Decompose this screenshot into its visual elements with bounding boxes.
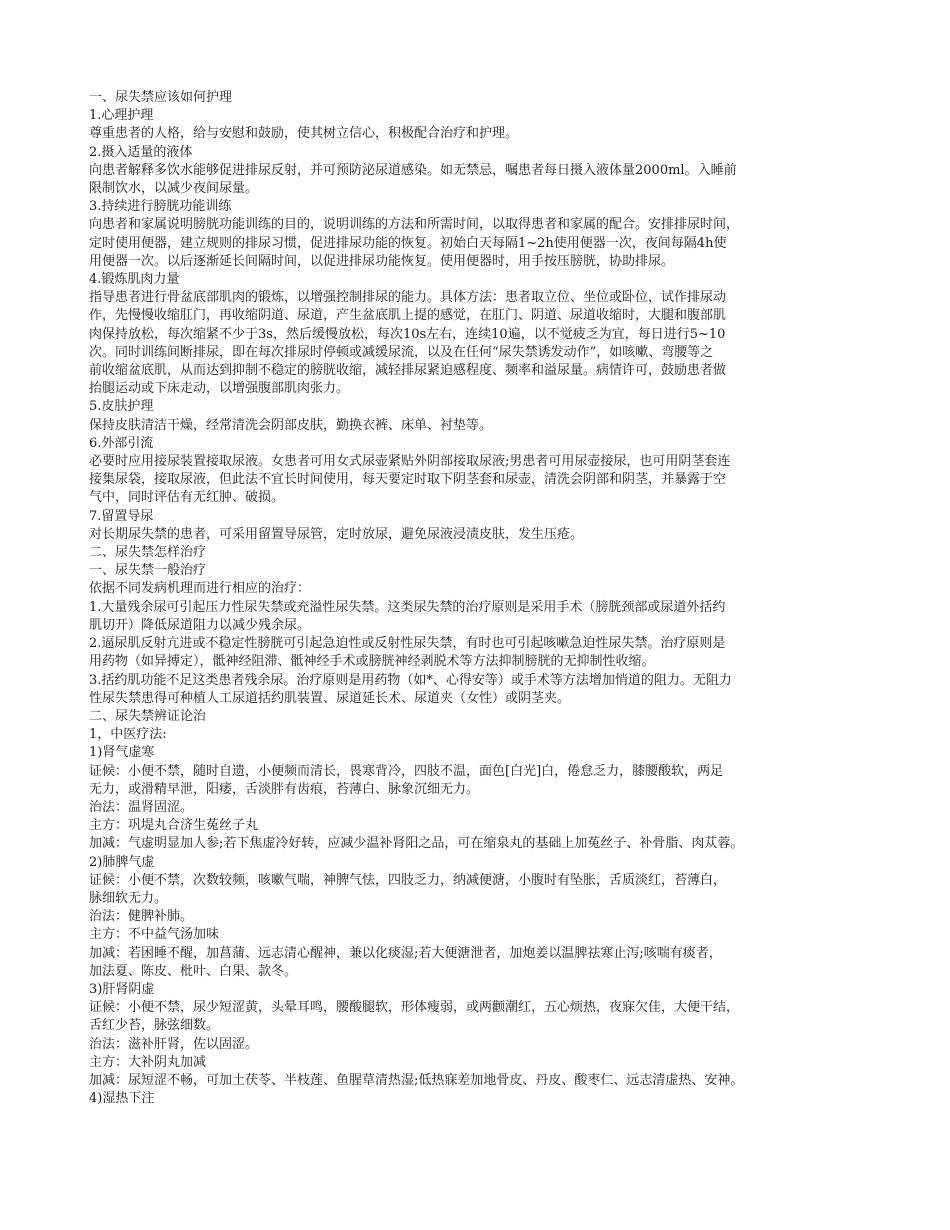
subheading-fluid-intake: 2.摄入适量的液体: [89, 144, 193, 160]
paragraph-line: 抬腿运动或下床走动，以增强腹部肌肉张力。: [89, 381, 350, 397]
paragraph-line: 依据不同发病机理而进行相应的治疗：: [89, 581, 311, 597]
subheading-bladder-training: 3.持续进行膀胱功能训练: [89, 199, 232, 215]
paragraph-line: 治法：滋补肝肾，佐以固涩。: [89, 1036, 259, 1052]
paragraph-line: 加法夏、陈皮、枇叶、白果、款冬。: [89, 963, 298, 979]
heading-general-treatment: 一、尿失禁一般治疗: [89, 563, 207, 579]
subheading-external-drainage: 6.外部引流: [89, 435, 154, 451]
paragraph-line: 3.括约肌功能不足这类患者残余尿。治疗原则是用药物（如*、心得安等）或手术等方法增加悄道的阻力。无阻力: [89, 672, 732, 688]
paragraph-line: 舌红少苔，脉弦细数。: [89, 1018, 220, 1034]
subheading-tcm-therapy: 1，中医疗法:: [89, 727, 167, 743]
paragraph-line: 前收缩盆底肌，从而达到抑制不稳定的膀胱收缩，减轻排尿紧迫感程度、频率和溢尿量。病情许可，鼓励患者做: [89, 363, 727, 379]
paragraph-line: 用药物（如异搏定），骶神经阻滞、骶神经手术或膀胱神经剥脱术等方法抑制膀胱的无抑制性收缩。: [89, 654, 655, 670]
heading-nursing: 一、尿失禁应该如何护理: [89, 90, 233, 105]
paragraph-line: 治法：健脾补肺。: [89, 909, 194, 925]
paragraph-line: 气中，同时评估有无红肿、破损。: [89, 490, 285, 506]
paragraph-line: 定时使用便器，建立规则的排尿习惯，促进排尿功能的恢复。初始白天每隔1~2h使用便器一次，夜间每隔4h使: [89, 235, 727, 251]
paragraph-line: 接集尿袋，接取尿液，但此法不宜长时间使用，每天要定时取下阴茎套和尿壶，清洗会阴部和阴茎，并暴露于空: [89, 472, 727, 488]
subheading-liver-kidney-yin-deficiency: 3)肝肾阴虚: [89, 981, 155, 997]
paragraph-line: 加减：气虚明显加人参;若下焦虚冷好转，应减少温补肾阳之品，可在缩泉丸的基础上加菟丝子、补骨脂、肉苁蓉。: [89, 836, 744, 852]
heading-treatment: 二、尿失禁怎样治疗: [89, 545, 207, 561]
paragraph-line: 证候：小便不禁，次数较频，咳嗽气喘，神脾气怯，四肢乏力，纳减便溏，小腹时有坠胀，舌质淡红，苔薄白，: [89, 872, 727, 888]
paragraph-line: 次。同时训练间断排尿，即在每次排尿时停顿或减缓尿流，以及在任何“尿失禁诱发动作”，如咳嗽、弯腰等之: [89, 344, 714, 360]
subheading-muscle-exercise: 4.锻炼肌肉力量: [89, 272, 180, 288]
subheading-damp-heat: 4)湿热下注: [89, 1091, 155, 1107]
paragraph-line: 加减：尿短涩不畅，可加土茯苓、半枝莲、鱼腥草清热湿;低热寐差加地骨皮、丹皮、酸枣仁、远志清虚热、安神。: [89, 1072, 744, 1088]
paragraph-line: 限制饮水，以减少夜间尿量。: [89, 181, 259, 197]
paragraph-line: 无力，或滑精早泄，阳痿，舌淡胖有齿痕，苔薄白、脉象沉细无力。: [89, 781, 480, 797]
document-body: [89, 89, 879, 1108]
paragraph-line: 2.逼尿肌反射亢进或不稳定性膀胱可引起急迫性或反射性尿失禁，有时也可引起咳嗽急迫性尿失禁。治疗原则是: [89, 636, 726, 652]
paragraph-line: 证候：小便不禁，尿少短涩黄，头晕耳鸣，腰酸腿软，形体瘦弱，或两颧潮红，五心烦热，夜寐欠佳，大便干结，: [89, 1000, 740, 1016]
paragraph-line: 1.大量残余尿可引起压力性尿失禁或充溢性尿失禁。这类尿失禁的治疗原则是采用手术（膀胱颈部或尿道外括约: [89, 599, 726, 615]
paragraph-line: 加减：若困睡不醒，加菖蒲、远志清心醒神，兼以化痰湿;若大便溏泄者，加炮姜以温脾祛寒止泻;咳喘有痰者，: [89, 945, 722, 961]
paragraph-line: 治法：温肾固涩。: [89, 799, 194, 815]
paragraph-line: 主方：不中益气汤加味: [89, 927, 220, 943]
subheading-skin-care: 5.皮肤护理: [89, 399, 154, 415]
paragraph-line: 主方：巩堤丸合济生菟丝子丸: [89, 818, 259, 834]
paragraph-line: 肉保持放松，每次缩紧不少于3s，然后缓慢放松，每次10s左右，连续10遍，以不觉疲乏为宜，每日进行5~10: [89, 326, 726, 342]
paragraph-line: 保持皮肤清洁干燥，经常清洗会阴部皮肤，勤换衣裤、床单、衬垫等。: [89, 417, 493, 433]
paragraph-line: 脉细软无力。: [89, 890, 168, 906]
heading-syndrome-differentiation: 二、尿失禁辨证论治: [89, 708, 207, 724]
paragraph-line: 向患者和家属说明膀胱功能训练的目的，说明训练的方法和所需时间，以取得患者和家属的配合。安排排尿时间，: [89, 217, 740, 233]
paragraph-line: 用便器一次。以后逐渐延长间隔时间，以促进排尿功能恢复。使用便器时，用手按压膀胱，协助排尿。: [89, 253, 675, 269]
subheading-psychological-care: 1.心理护理: [89, 108, 154, 124]
subheading-lung-spleen-qi-deficiency: 2)肺脾气虚: [89, 854, 155, 870]
paragraph-line: 性尿失禁患得可种植人工尿道括约肌装置、尿道延长术、尿道夹（女性）或阴茎夹。: [89, 690, 571, 706]
paragraph-line: 肌切开）降低尿道阻力以减少残余尿。: [89, 617, 311, 633]
subheading-indwelling-catheter: 7.留置导尿: [89, 508, 154, 524]
paragraph-line: 尊重患者的人格，给与安慰和鼓励，使其树立信心，积极配合治疗和护理。: [89, 126, 519, 142]
paragraph-line: 主方：大补阴丸加减: [89, 1054, 207, 1070]
paragraph-line: 对长期尿失禁的患者，可采用留置导尿管，定时放尿，避免尿液浸渍皮肤，发生压疮。: [89, 526, 584, 542]
paragraph-line: 向患者解释多饮水能够促进排尿反射，并可预防泌尿道感染。如无禁忌，嘱患者每日摄入液体量2000ml。入睡前: [89, 162, 737, 178]
subheading-kidney-qi-deficiency: 1)肾气虚寒: [89, 745, 155, 761]
paragraph-line: 指导患者进行骨盆底部肌肉的锻炼，以增强控制排尿的能力。具体方法：患者取立位、坐位或卧位，试作排尿动: [89, 290, 727, 306]
paragraph-line: 证候：小便不禁，随时自遗，小便频而清长，畏寒背冷，四肢不温，面色[白光]白，倦怠乏力，膝腰酸软，两足: [89, 763, 724, 779]
paragraph-line: 作，先慢慢收缩肛门，再收缩阴道、尿道，产生盆底肌上提的感觉，在肛门、阴道、尿道收缩时，大腿和腹部肌: [89, 308, 727, 324]
paragraph-line: 必要时应用接尿装置接取尿液。女患者可用女式尿壶紧贴外阴部接取尿液;男患者可用尿壶接尿，也可用阴茎套连: [89, 454, 731, 470]
